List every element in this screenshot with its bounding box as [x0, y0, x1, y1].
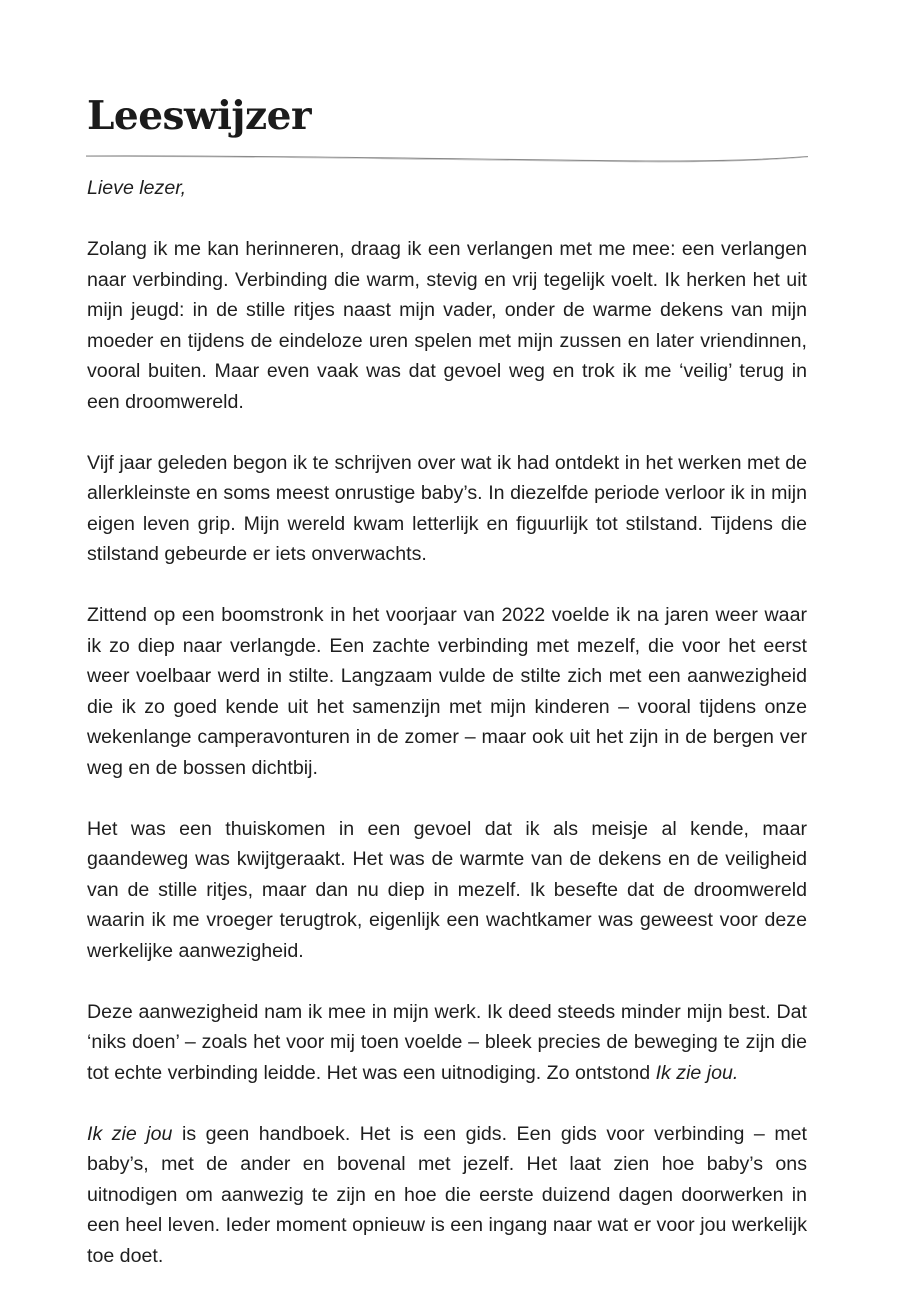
page-title: Leeswijzer	[87, 93, 312, 139]
paragraph-5-text: Deze aanwezigheid nam ik mee in mijn werk. Ik deed steeds minder mijn best. Dat ‘niks doen’ – zoals het voor mij toen voelde – bleek precies de beweging te zijn die tot echte verbinding leidde. Het was een uitnodiging. Zo ontstond	[87, 1000, 807, 1084]
paragraph-2: Vijf jaar geleden begon ik te schrijven over wat ik had ontdekt in het werken met de allerkleinste en soms meest onrustige baby’s. In diezelfde periode verloor ik in mijn eigen leven grip. Mijn wereld kwam letterlijk en figuurlijk tot stilstand. Tijdens die stilstand gebeurde er iets onverwachts.	[87, 451, 807, 565]
paragraph-6-text: is geen handboek. Het is een gids. Een gids voor verbinding – met baby’s, met de ander en bovenal met jezelf. Het laat zien hoe baby’s ons uitnodigen om aanwezig te zijn en hoe die eerste duizend dagen doorwerken in een heel leven. Ieder moment opnieuw is een ingang naar wat er voor jou werkelijk toe doet.	[87, 1122, 807, 1267]
book-title-italic: Ik zie jou	[87, 1122, 173, 1145]
letter-body	[87, 173, 807, 1302]
paragraph-5	[87, 997, 807, 1089]
paragraph-1: Zolang ik me kan herinneren, draag ik een verlangen met me mee: een verlangen naar verbinding. Verbinding die warm, stevig en vrij tegelijk voelt. Ik herken het uit mijn jeugd: in de stille ritjes naast mijn vader, onder de warme dekens van mijn moeder en tijdens de eindeloze uren spelen met mijn zussen en later vriendinnen, vooral buiten. Maar even vaak was dat gevoel weg en trok ik me ‘veilig’ terug in een droomwereld.	[87, 238, 807, 413]
paragraph-6	[87, 1119, 807, 1272]
book-title-italic: Ik zie jou.	[655, 1061, 739, 1084]
salutation: Lieve lezer,	[87, 177, 187, 199]
title-underline-rule	[86, 148, 808, 168]
paragraph-3: Zittend op een boomstronk in het voorjaar van 2022 voelde ik na jaren weer waar ik zo diep naar verlangde. Een zachte verbinding met mezelf, die voor het eerst weer voelbaar werd in stilte. Langzaam vulde de stilte zich met een aanwezigheid die ik zo goed kende uit het samenzijn met mijn kinderen – vooral tijdens onze wekenlange camperavonturen in de zomer – maar ook uit het zijn in de bergen ver weg en de bossen dichtbij.	[87, 604, 807, 779]
paragraph-4: Het was een thuiskomen in een gevoel dat ik als meisje al kende, maar gaandeweg was kwijtgeraakt. Het was de warmte van de dekens en de veiligheid van de stille ritjes, maar dan nu diep in mezelf. Ik besefte dat de droomwereld waarin ik me vroeger terugtrok, eigenlijk een wachtkamer was geweest voor deze werkelijke aanwezigheid.	[87, 817, 807, 962]
